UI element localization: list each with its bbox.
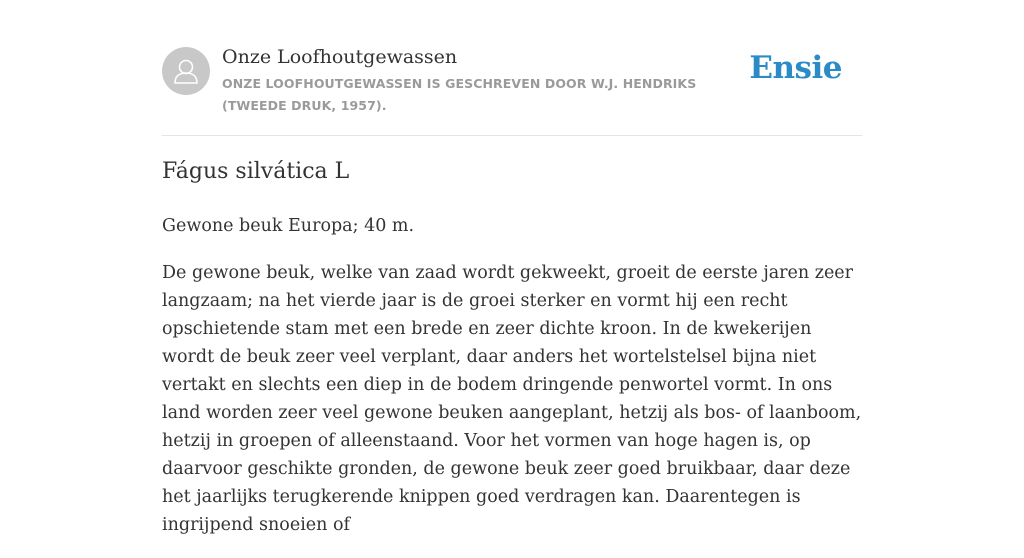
entry-body [162, 212, 862, 558]
user-placeholder-icon [162, 47, 210, 95]
publication-title[interactable]: Onze Loofhoutgewassen [222, 46, 458, 68]
ensie-logo[interactable]: Ensie [749, 50, 842, 86]
avatar[interactable] [162, 47, 210, 95]
entry-paragraph: De gewone beuk, welke van zaad wordt gekweekt, groeit de eerste jaren zeer langzaam; na het vierde jaar is de groei sterker en vormt hij een recht opschietende stam met een brede en zeer dichte kroon. In de kwekerijen wordt de beuk zeer veel verplant, daar anders het wortelstelsel bijna niet vertakt en slechts een diep in de bodem dringende penwortel vormt. In ons land worden zeer veel gewone beuken aangeplant, hetzij als bos- of laanboom, hetzij in groepen of alleenstaand. Voor het vormen van hoge hagen is, op daarvoor geschikte gronden, de gewone beuk zeer goed bruikbaar, daar deze het jaarlijks terugkerende knippen goed verdragen kan. Daarentegen is ingrijpend snoeien of [162, 263, 862, 535]
page [162, 0, 862, 535]
publication-header [162, 0, 862, 136]
entry-title: Fágus silvática L [162, 159, 350, 184]
entry-paragraph: Gewone beuk Europa; 40 m. [162, 216, 415, 236]
publication-subtitle: ONZE LOOFHOUTGEWASSEN IS GESCHREVEN DOOR W.J. HENDRIKS (TWEEDE DRUK, 1957). [222, 76, 697, 113]
